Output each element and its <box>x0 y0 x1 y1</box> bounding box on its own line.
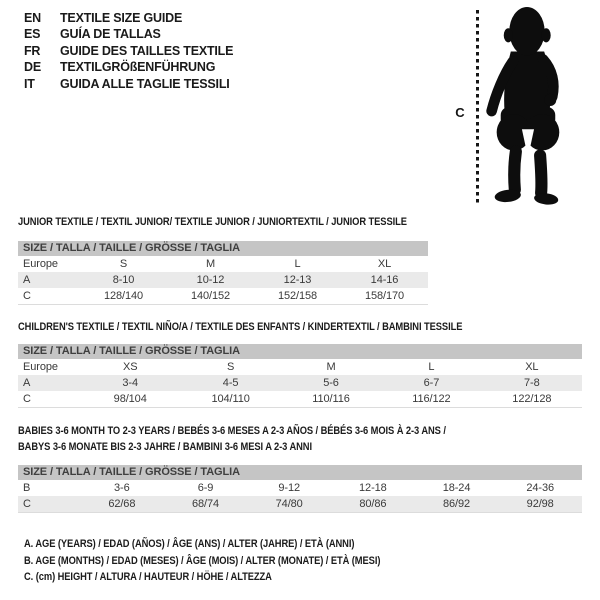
size-header-band: SIZE / TALLA / TAILLE / GRÖSSE / TAGLIA <box>18 465 582 480</box>
table-cell: 12-18 <box>359 482 387 494</box>
language-code: DE <box>24 60 41 75</box>
table-cell: 68/74 <box>191 498 220 510</box>
table-cell: 24-36 <box>526 482 555 494</box>
language-row <box>24 10 233 26</box>
row-label: C <box>23 290 31 302</box>
section-title-junior: JUNIOR TEXTILE / TEXTIL JUNIOR/ TEXTILE JUNIOR / JUNIORTEXTIL / JUNIOR TESSILE <box>18 216 407 228</box>
language-title: TEXTILE SIZE GUIDE <box>60 11 183 25</box>
language-code: FR <box>24 43 41 58</box>
table-cell: 128/140 <box>103 290 144 302</box>
table-cell: M <box>205 258 216 270</box>
row-label: C <box>23 498 31 510</box>
table-row <box>18 359 582 375</box>
height-c-label: C <box>455 105 465 120</box>
row-label: A <box>23 377 31 389</box>
language-title: TEXTILGRÖßENFÜHRUNG <box>60 60 216 75</box>
language-title: GUIDE DES TAILLES TEXTILE <box>60 43 234 58</box>
table-cell: 18-24 <box>442 482 471 494</box>
height-measure-dotted-line <box>476 10 479 206</box>
row-label: B <box>23 482 31 494</box>
language-title: GUÍA DE TALLAS <box>60 27 161 42</box>
table-row <box>18 256 428 272</box>
language-row <box>24 76 233 92</box>
size-table-babies <box>18 465 582 513</box>
table-cell: 140/152 <box>190 290 231 302</box>
table-row <box>18 272 428 288</box>
table-cell: M <box>326 361 336 373</box>
language-row <box>24 26 233 42</box>
table-cell: L <box>428 361 435 373</box>
table-row <box>18 391 582 407</box>
table-cell: 5-6 <box>323 377 339 389</box>
table-cell: 74/80 <box>275 498 303 510</box>
table-cell: 92/98 <box>526 498 554 510</box>
table-cell: 12-13 <box>283 274 312 286</box>
language-code: IT <box>24 76 35 91</box>
language-title: GUIDA ALLE TAGLIE TESSILI <box>60 76 230 91</box>
table-cell: 3-4 <box>122 377 138 389</box>
baby-silhouette-icon <box>484 4 576 206</box>
language-code: EN <box>24 11 41 25</box>
table-cell: XL <box>377 258 392 270</box>
table-cell: 116/122 <box>412 393 451 405</box>
table-cell: 98/104 <box>113 393 147 405</box>
row-label: C <box>23 393 31 405</box>
table-cell: 104/110 <box>211 393 250 405</box>
table-cell: 122/128 <box>512 393 552 405</box>
table-cell: 80/86 <box>359 498 387 510</box>
table-cell: 6-9 <box>197 482 214 494</box>
row-label: Europe <box>23 361 58 373</box>
table-row <box>18 288 428 304</box>
table-cell: 6-7 <box>423 377 440 389</box>
table-cell: XS <box>122 361 138 373</box>
size-table-children <box>18 344 582 408</box>
table-cell: 7-8 <box>524 377 540 389</box>
table-row <box>18 496 582 512</box>
table-cell: 8-10 <box>112 274 135 286</box>
measurement-legend <box>24 536 443 586</box>
section-title-babies <box>18 424 446 455</box>
table-cell: 3-6 <box>114 482 130 494</box>
table-cell: XL <box>525 361 539 373</box>
legend-line-c: C. (cm) HEIGHT / ALTURA / HAUTEUR / HÖHE / ALTEZZA <box>24 571 272 583</box>
size-header-band: SIZE / TALLA / TAILLE / GRÖSSE / TAGLIA <box>18 241 428 256</box>
table-cell: 10-12 <box>196 274 225 286</box>
table-cell: 152/158 <box>277 290 318 302</box>
row-label: A <box>23 274 31 286</box>
size-table-junior <box>18 241 428 305</box>
table-cell: S <box>119 258 128 270</box>
table-cell: L <box>294 258 301 270</box>
table-cell: 110/116 <box>312 393 350 405</box>
table-cell: 86/92 <box>443 498 471 510</box>
table-cell: 4-5 <box>222 377 239 389</box>
section-title-children: CHILDREN'S TEXTILE / TEXTIL NIÑO/A / TEXTILE DES ENFANTS / KINDERTEXTIL / BAMBINI TESSILE <box>18 321 463 333</box>
table-cell: 158/170 <box>364 290 405 302</box>
section-title-line: BABIES 3-6 MONTH TO 2-3 YEARS / BEBÉS 3-6 MESES A 2-3 AÑOS / BÉBÉS 3-6 MOIS À 2-3 ANS / <box>18 425 446 437</box>
table-cell: S <box>226 361 235 373</box>
table-row <box>18 375 582 391</box>
row-label: Europe <box>23 258 58 270</box>
language-row <box>24 43 233 59</box>
size-header-band: SIZE / TALLA / TAILLE / GRÖSSE / TAGLIA <box>18 344 582 359</box>
language-title-list <box>24 10 233 92</box>
table-row <box>18 480 582 496</box>
language-code: ES <box>24 27 41 42</box>
table-cell: 9-12 <box>278 482 300 494</box>
language-row <box>24 59 233 75</box>
section-title-line: BABYS 3-6 MONATE BIS 2-3 JAHRE / BAMBINI 3-6 MESI A 2-3 ANNI <box>18 440 312 453</box>
table-cell: 14-16 <box>370 274 399 286</box>
legend-line-b: B. AGE (MONTHS) / EDAD (MESES) / ÂGE (MOIS) / ALTER (MONATE) / ETÀ (MESI) <box>24 554 381 567</box>
table-cell: 62/68 <box>108 498 136 510</box>
legend-line-a: A. AGE (YEARS) / EDAD (AÑOS) / ÂGE (ANS) / ALTER (JAHRE) / ETÀ (ANNI) <box>24 538 355 550</box>
